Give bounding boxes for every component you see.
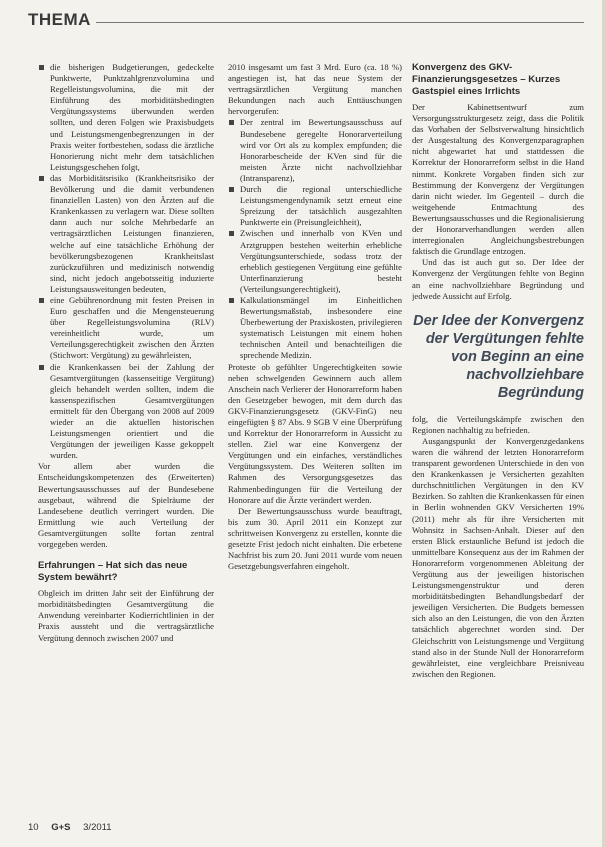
column-2 xyxy=(228,62,402,805)
section-label: THEMA xyxy=(28,10,91,29)
col3-paragraph-2: Und das ist auch gut so. Der Idee der Konvergenz der Vergütungen fehlte von Beginn an eine nachvollziehbare Begründung und jedwede Aussicht auf Erfolg. xyxy=(412,257,584,301)
col2-paragraph-3: Der Bewertungsausschuss wurde beauftragt, bis zum 30. April 2011 ein Konzept zur schrittweisen Konvergenz zu erstellen, konnte die gesetzte Frist jedoch nicht einhalten. Die erbetene Nachfrist bis zum 20. Juni 2011 wurde vom neuen Gesetzgebungsverfahren eingeholt. xyxy=(228,505,402,572)
column-1 xyxy=(38,62,214,805)
col3-paragraph-4: Ausgangspunkt der Konvergenzgedankens waren die während der letzten Honorarreform transparent gewordenen Unterschiede in den von den Krankenkassen je Versicherten gezahlten durchschnittlichen Vergütungen in den KV Bezirken. So zahlten die Krankenkassen für einen in Berlin wohnenden GKV Versicherten 19% (2011) mehr als für ihre Versicherten mit Wohnsitz in Sachsen-Anhalt. Dieser auf den ersten Blick erstaunliche Befund ist jedoch die unmittelbare Konsequenz aus der im Rahmen der Honorarreform vorgenommenen Ableitung der Vergütung aus der jeweiligen historischen Leistungsmengenstruktur und deren morbiditätsbedingten Behandlungsbedarf der jeweiligen Versicherten. Die Budgets bemessen sich also an den Leistungen, die von den Ärzten tatsächlich abgerechnet worden sind. Der Gleichschritt von Leistungsmenge und Vergütung stand also in der Stunde Null der Honorarreform gewährleistet, eine vergleichbare Preisniveau zwischen den Regionen. xyxy=(412,435,584,679)
col2-bullet-4: Kalkulationsmängel im Einheitlichen Bewertungsmaßstab, insbesondere eine Überbewertung der Praxiskosten, privilegieren systematisch Leistungen mit einem hohen technischen Anteil und benachteiligen die sprechende Medizin. xyxy=(228,295,402,362)
page-footer xyxy=(28,822,122,833)
col2-bullet-3: Zwischen und innerhalb von KVen und Arztgruppen bestehen weiterhin erhebliche Vergütungsunterschiede, sodass trotz der erheblich gestiegenen Vergütung eine gefühlte Unterfinanzierung besteht (Verteilungsungerechtigkeit), xyxy=(228,228,402,295)
col1-bullet-2: das Morbiditätsrisiko (Krankheitsrisiko der Bevölkerung und die damit verbundenen finanziellen Lasten) von den Ärzten auf die Krankenkassen zu verlagern war. Diese sollten dann auch nur solche Mehrbedarfe an vertragsärztlichen Leistungen finanzieren, welche auf eine tatsächliche Erhöhung der bevölkerungsbezogenen Krankheitslast zurückzuführen und medizinisch notwendig sind, nicht jedoch angebotsseitig induzierte Leistungsausweitungen bedeuten, xyxy=(38,173,214,295)
pull-quote: Der Idee der Konvergenz der Vergütungen fehlte von Beginn an eine nachvollziehbare Begründung xyxy=(413,312,584,401)
col1-bullet-1: die bisherigen Budgetierungen, gedeckelte Punktwerte, Punktzahlgrenzvolumina und Regelleistungsvolumina, die mit der Einführung des morbiditätsbedingten Vergütungssystems überwunden werden sollten, und deren Folgen wie Praxisbudgets und Leistungsmengenbegrenzungen in der Praxis weiter fortbestehen, sodass die ärztliche Honorierung nicht mehr dem tatsächlichen Leistungsgeschehen folgt, xyxy=(38,62,214,173)
col1-paragraph-2: Obgleich im dritten Jahr seit der Einführung der morbiditätsbedingten Gesamtvergütung die Anwendung vereinbarter Kodierrichtlinien in der Praxis aussteht und die vertragsärztliche Vergütung dennoch zwischen 2007 und xyxy=(38,588,214,643)
subheading-konvergenz: Konvergenz des GKV-Finanzierungsgesetzes – Kurzes Gastspiel eines Irrlichts xyxy=(412,62,561,97)
col2-bullet-2: Durch die regional unterschiedliche Leistungsmengendynamik setzt erneut eine Spreizung der tatsächlich ausgezahlten Punktwerte ein (Preisungleichheit), xyxy=(228,184,402,228)
col2-bullet-list xyxy=(228,117,402,361)
col1-bullet-4: die Krankenkassen bei der Zahlung der Gesamtvergütungen (kassenseitige Vergütung) gleich behandelt werden sollten, indem die kassenspezifischen Gesamtvergütungen ermittelt für den Übergang von 2008 auf 2009 wieder an die aktuellen historischen Leistungsmengen orientiert und die Vergütungen der jeweiligen Kasse gekoppelt wurden. xyxy=(38,362,214,462)
col1-bullet-list xyxy=(38,62,214,461)
col2-bullet-1: Der zentral im Bewertungsausschuss auf Bundesebene geregelte Honorarverteilung wird vor Ort als zu komplex empfunden; die Honorarbescheide der KVen sind für die meisten Ärzte nicht nachvollziehbar (Intransparenz), xyxy=(228,117,402,184)
col1-bullet-3: eine Gebührenordnung mit festen Preisen in Euro geschaffen und die Mengensteuerung über Regelleistungsvolumina (RLV) vereinheitlicht wurde, um Verteilungsgerechtigkeit zwischen den Ärzten (Stichwort: Vergütung) zu gewährleisten, xyxy=(38,295,214,362)
magazine-name: G+S xyxy=(51,822,71,833)
page-number: 10 xyxy=(28,822,39,833)
col2-paragraph-2: Proteste ob gefühlter Ungerechtigkeiten sowie neben schwelgenden Gewinnern auch allem Anschein nach Verlierer der Honorarreform haben den Gesetzgeber bewogen, mit dem durch das GKV-Finanzierungsgesetz (GKV-FinG) neu eingefügten § 87 Abs. 9 SGB V eine Überprüfung und Korrektur der Honorarreform in Aussicht zu stellen. Ziel war eine Konvergenz der Vergütungen und ein einfaches, verständliches Vergütungssystem. Des Weiteren sollten im Rahmen des Versorgungsgesetzes das Rahmenbedingungen für die Verteilung der Honorare auf die Ärzte verändert werden. xyxy=(228,361,402,505)
column-3 xyxy=(412,62,584,805)
col1-paragraph: Vor allem aber wurden die Entscheidungskompetenzen des (Erweiterten) Bewertungsausschusses auf der Bundesebene ausgebaut, während die Spielräume der Landesebene deutlich verringert wurden. Die Ermittlung wie auch Verteilung der Gesamtvergütungen sollte fortan zentral vorgegeben werden. xyxy=(38,461,214,550)
col3-paragraph-3: folg, die Verteilungskämpfe zwischen den Regionen nachhaltig zu befrieden. xyxy=(412,413,584,435)
col2-paragraph: 2010 insgesamt um fast 3 Mrd. Euro (ca. 18 %) angestiegen ist, hat das neue System der vertragsärztlichen Vergütung manchen Bekundungen nach auch Enttäuschungen hervorgerufen: xyxy=(228,62,402,117)
subheading-erfahrungen: Erfahrungen – Hat sich das neue System bewährt? xyxy=(38,560,188,584)
header-rule xyxy=(96,22,584,23)
col3-paragraph: Der Kabinettsentwurf zum Versorgungsstrukturgesetz zeigt, dass die Politik das Vorhaben der Selbstverwaltung hinsichtlich der Ausgestaltung des Konvergenzparagraphen nicht abgewartet hat und stattdessen die Korrektur der Honorarreform selbst in die Hand nimmt. Konkrete Vorgaben finden sich zur Bestimmung der Konvergenz der Vergütungen darin nicht wieder. Im Gegenteil – durch die weitgehende Entmachtung des Bewertungsausschusses und die Regionalisierung der Honorarverhandlungen werden allen interregionalen Angleichungsbestrebungen faktisch die Grundlage entzogen. xyxy=(412,102,584,257)
issue-number: 3/2011 xyxy=(83,822,112,833)
page-spine-edge xyxy=(602,0,606,847)
